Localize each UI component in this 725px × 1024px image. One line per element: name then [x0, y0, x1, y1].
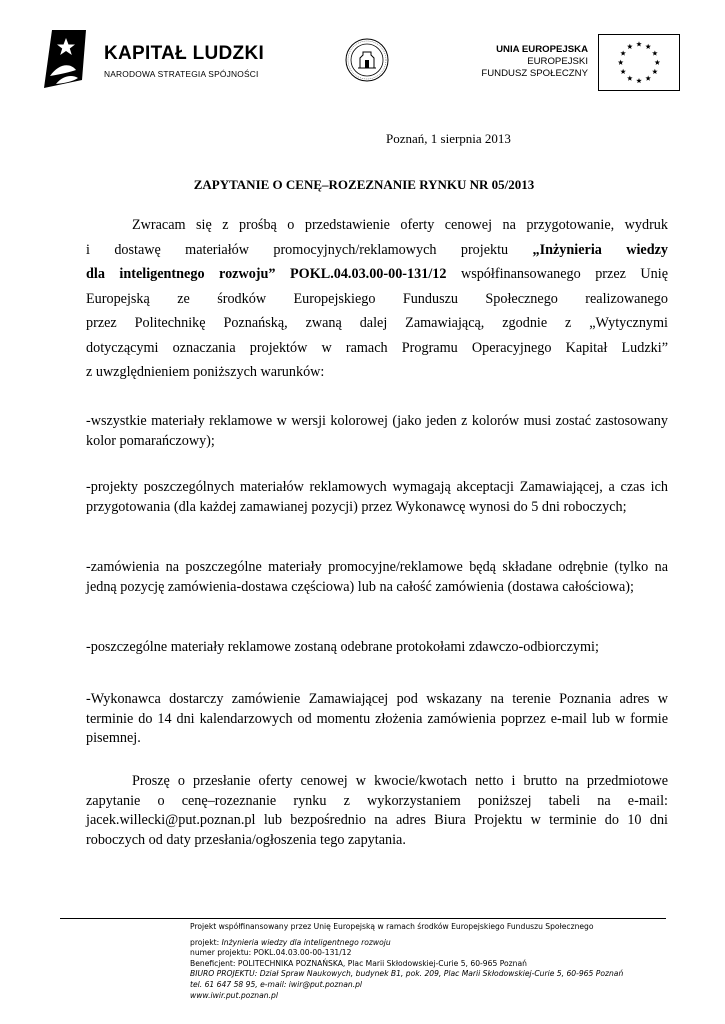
university-seal-icon [345, 38, 389, 82]
eu-flag-star-icon [645, 75, 651, 80]
intro-line-4: Europejską ze środków Europejskiego Funduszu Społecznego realizowanego [86, 290, 668, 307]
eu-line-3: FUNDUSZ SPOŁECZNY [481, 68, 588, 79]
eu-flag-star-icon [645, 44, 651, 49]
eu-flag-star-icon [620, 50, 626, 55]
eu-flag-star-icon [652, 50, 658, 55]
eu-flag-star-icon [627, 75, 633, 80]
document-title: ZAPYTANIE O CENĘ–ROZEZNANIE RYNKU NR 05/2013 [193, 177, 535, 192]
kapital-ludzki-title: KAPITAŁ LUDZKI [104, 43, 265, 64]
kapital-ludzki-emblem-icon [42, 28, 100, 90]
footer-cofinancing: Projekt współfinansowany przez Unię Europejską w ramach środków Europejskiego Funduszu Społecznego [190, 922, 594, 931]
eu-flag-star-icon [655, 60, 661, 65]
intro-line-2 [86, 238, 668, 263]
intro-line-1: Zwracam się z prośbą o przedstawienie oferty cenowej na przygotowanie, wydruk [132, 217, 668, 233]
project-name-part-2: dla inteligentnego rozwoju” POKL.04.03.00-00-131/12 [86, 266, 447, 282]
footer-project-number: numer projektu: POKL.04.03.00-00-131/12 [190, 948, 352, 958]
paragraph-request: Proszę o przesłanie oferty cenowej w kwocie/kwotach netto i brutto na przedmiotowe zapytanie o cenę–rozeznanie rynku z wykorzystaniem poniższej tabeli na e-mail: jacek.willecki@put.poznan.pl lub bezpośrednio na adres Biura Projektu w terminie do 10 dni roboczych od daty przesłania/ogłoszenia tego zapytania. [86, 773, 668, 848]
footer-divider [60, 918, 666, 919]
condition-acceptance: -projekty poszczególnych materiałów reklamowych wymagają akceptacji Zamawiającej, a czas ich przygotowania (dla każdej zamawianej pozycji) przez Wykonawcę wynosi do 5 dni roboczych; [86, 479, 668, 515]
footer-project [190, 938, 670, 949]
intro-line-7: z uwzględnieniem poniższych warunków: [86, 364, 325, 380]
footer-contact: tel. 61 647 58 95, e-mail: iwir@put.poznan.pl [190, 979, 363, 989]
condition-colors: -wszystkie materiały reklamowe w wersji kolorowej (jako jeden z kolorów musi zostać zastosowany kolor pomarańczowy); [86, 413, 668, 449]
kapital-ludzki-logo [42, 28, 272, 90]
footer-office-address: BIURO PROJEKTU: Dział Spraw Naukowych, budynek B1, pok. 209, Plac Marii Skłodowskiej-Curie 5, 60-965 Poznań [190, 969, 624, 979]
eu-flag-star-icon [618, 60, 624, 65]
eu-line-1: UNIA EUROPEJSKA [496, 44, 588, 55]
kapital-ludzki-subtitle: NARODOWA STRATEGIA SPÓJNOŚCI [104, 69, 259, 79]
eu-flag-star-icon [627, 44, 633, 49]
condition-protocols: -poszczególne materiały reklamowe zostaną odebrane protokołami zdawczo-odbiorczymi; [86, 639, 599, 655]
project-name-part-1: „Inżynieria wiedzy [532, 241, 668, 258]
footer-project-label: projekt: [190, 937, 222, 947]
eu-flag-star-icon [620, 69, 626, 74]
intro-line-3 [86, 262, 668, 287]
eu-flag-star-icon [636, 41, 642, 46]
intro-line-2-text: i dostawę materiałów promocyjnych/reklamowych projektu [86, 241, 533, 258]
eu-line-2: EUROPEJSKI [527, 56, 588, 67]
condition-delivery: -Wykonawca dostarczy zamówienie Zamawiającej pod wskazany na terenie Poznania adres w terminie do 14 dni kalendarzowych od momentu złożenia zamówienia poprzez e-mail lub w formie pisemnej. [86, 691, 668, 746]
condition-orders: -zamówienia na poszczególne materiały promocyjne/reklamowe będą składane odrębnie (tylko na jedną pozycję zamówienia-dostawa częściowa) lub na całość zamówienia (dostawa całościowa); [86, 559, 668, 595]
eu-logo-text [481, 44, 588, 80]
footer [190, 922, 670, 1001]
eu-flag-star-icon [652, 69, 658, 74]
intro-line-6: dotyczącymi oznaczania projektów w ramach Programu Operacyjnego Kapitał Ludzki” [86, 339, 668, 356]
intro-line-5: przez Politechnikę Poznańską, zwaną dalej Zamawiającą, zgodnie z „Wytycznymi [86, 315, 668, 331]
paragraph-intro [86, 213, 668, 385]
eu-flag-icon [598, 34, 680, 91]
eu-flag-star-icon [636, 78, 642, 83]
document-date: Poznań, 1 sierpnia 2013 [386, 131, 511, 146]
footer-website: www.iwir.put.poznan.pl [190, 990, 278, 1000]
eu-logo [480, 34, 680, 94]
footer-beneficiary: Beneficjent: POLITECHNIKA POZNAŃSKA, Plac Marii Skłodowskiej-Curie 5, 60-965 Poznań [190, 958, 527, 968]
footer-project-name: Inżynieria wiedzy dla inteligentnego rozwoju [221, 937, 391, 947]
intro-line-3-text: współfinansowanego przez Unię [446, 266, 668, 282]
